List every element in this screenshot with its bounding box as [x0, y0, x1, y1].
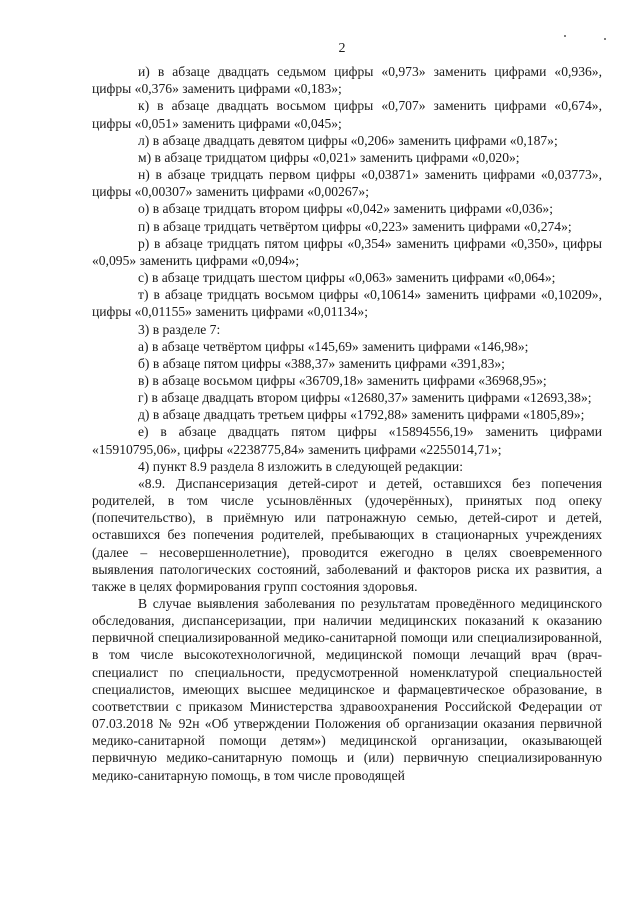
paragraph-r: р) в абзаце тридцать пятом цифры «0,354» заменить цифрами «0,350», цифры «0,095» заменить цифрами «0,094»; — [92, 235, 602, 268]
paragraph-8-9: «8.9. Диспансеризация детей-сирот и детей, оставшихся без попечения родителей, в том числе усыновлённых (удочерённых), принятых под опеку (попечительство), в приёмную или патронажную семью, детей-сирот и детей, оставшихся без попечения родителей, пребывающих в стационарных учреждениях (далее – несовершеннолетние), проводится ежегодно в целях своевременного выявления патологических состояний, заболеваний и факторов риска их развития, а также в целях формирования групп состояния здоровья. — [92, 475, 602, 594]
section-7-heading: 3) в разделе 7: — [138, 321, 221, 337]
paragraph-p: п) в абзаце тридцать четвёртом цифры «0,223» заменить цифрами «0,274»; — [138, 218, 572, 234]
paragraph-o: о) в абзаце тридцать втором цифры «0,042» заменить цифрами «0,036»; — [138, 201, 553, 217]
paragraph-i: и) в абзаце двадцать седьмом цифры «0,973» заменить цифрами «0,936», цифры «0,376» заменить цифрами «0,183»; — [92, 64, 602, 97]
scan-speck — [604, 38, 606, 40]
item-4-heading: 4) пункт 8.9 раздела 8 изложить в следующей редакции: — [138, 458, 463, 474]
paragraph-b: б) в абзаце пятом цифры «388,37» заменить цифрами «391,83»; — [138, 355, 505, 371]
paragraph-k: к) в абзаце двадцать восьмом цифры «0,707» заменить цифрами «0,674», цифры «0,051» заменить цифрами «0,045»; — [92, 98, 602, 131]
paragraph-s: с) в абзаце тридцать шестом цифры «0,063» заменить цифрами «0,064»; — [138, 270, 556, 286]
paragraph-v: в) в абзаце восьмом цифры «36709,18» заменить цифрами «36968,95»; — [138, 372, 547, 388]
page-number: 2 — [338, 41, 346, 56]
paragraph-a: а) в абзаце четвёртом цифры «145,69» заменить цифрами «146,98»; — [138, 338, 529, 354]
paragraph-e: е) в абзаце двадцать пятом цифры «15894556,19» заменить цифрами «15910795,06», цифры «2238775,84» заменить цифрами «2255014,71»; — [92, 424, 602, 457]
paragraph-g: г) в абзаце двадцать втором цифры «12680,37» заменить цифрами «12693,38»; — [138, 390, 592, 406]
paragraph-disease-case: В случае выявления заболевания по результатам проведённого медицинского обследования, диспансеризации, при наличии медицинских показаний к оказанию первичной специализированной медико-санитарной помощи или специализированной, в том числе высокотехнологичной, медицинской помощи лечащий врач (врач-специалист по специальности, предусмотренной номенклатурой специальностей специалистов, имеющих высшее медицинское и фармацевтическое образование, в соответствии с приказом Министерства здравоохранения Российской Федерации от 07.03.2018 № 92н «Об утверждении Положения об организации оказания первичной медико-санитарной помощи детям») медицинской организации, оказывающей первичную медико-санитарную помощь и (или) первичную специализированную медико-санитарную помощь, в том числе проводящей — [92, 596, 602, 783]
paragraph-l: л) в абзаце двадцать девятом цифры «0,206» заменить цифрами «0,187»; — [138, 132, 558, 148]
document-body — [92, 63, 602, 784]
paragraph-n: н) в абзаце тридцать первом цифры «0,03871» заменить цифрами «0,03773», цифры «0,00307» заменить цифрами «0,00267»; — [92, 167, 602, 200]
paragraph-m: м) в абзаце тридцатом цифры «0,021» заменить цифрами «0,020»; — [138, 149, 520, 165]
paragraph-t: т) в абзаце тридцать восьмом цифры «0,10614» заменить цифрами «0,10209», цифры «0,01155» заменить цифрами «0,01134»; — [92, 287, 602, 320]
scan-speck — [564, 35, 566, 37]
paragraph-d: д) в абзаце двадцать третьем цифры «1792,88» заменить цифрами «1805,89»; — [138, 407, 585, 423]
